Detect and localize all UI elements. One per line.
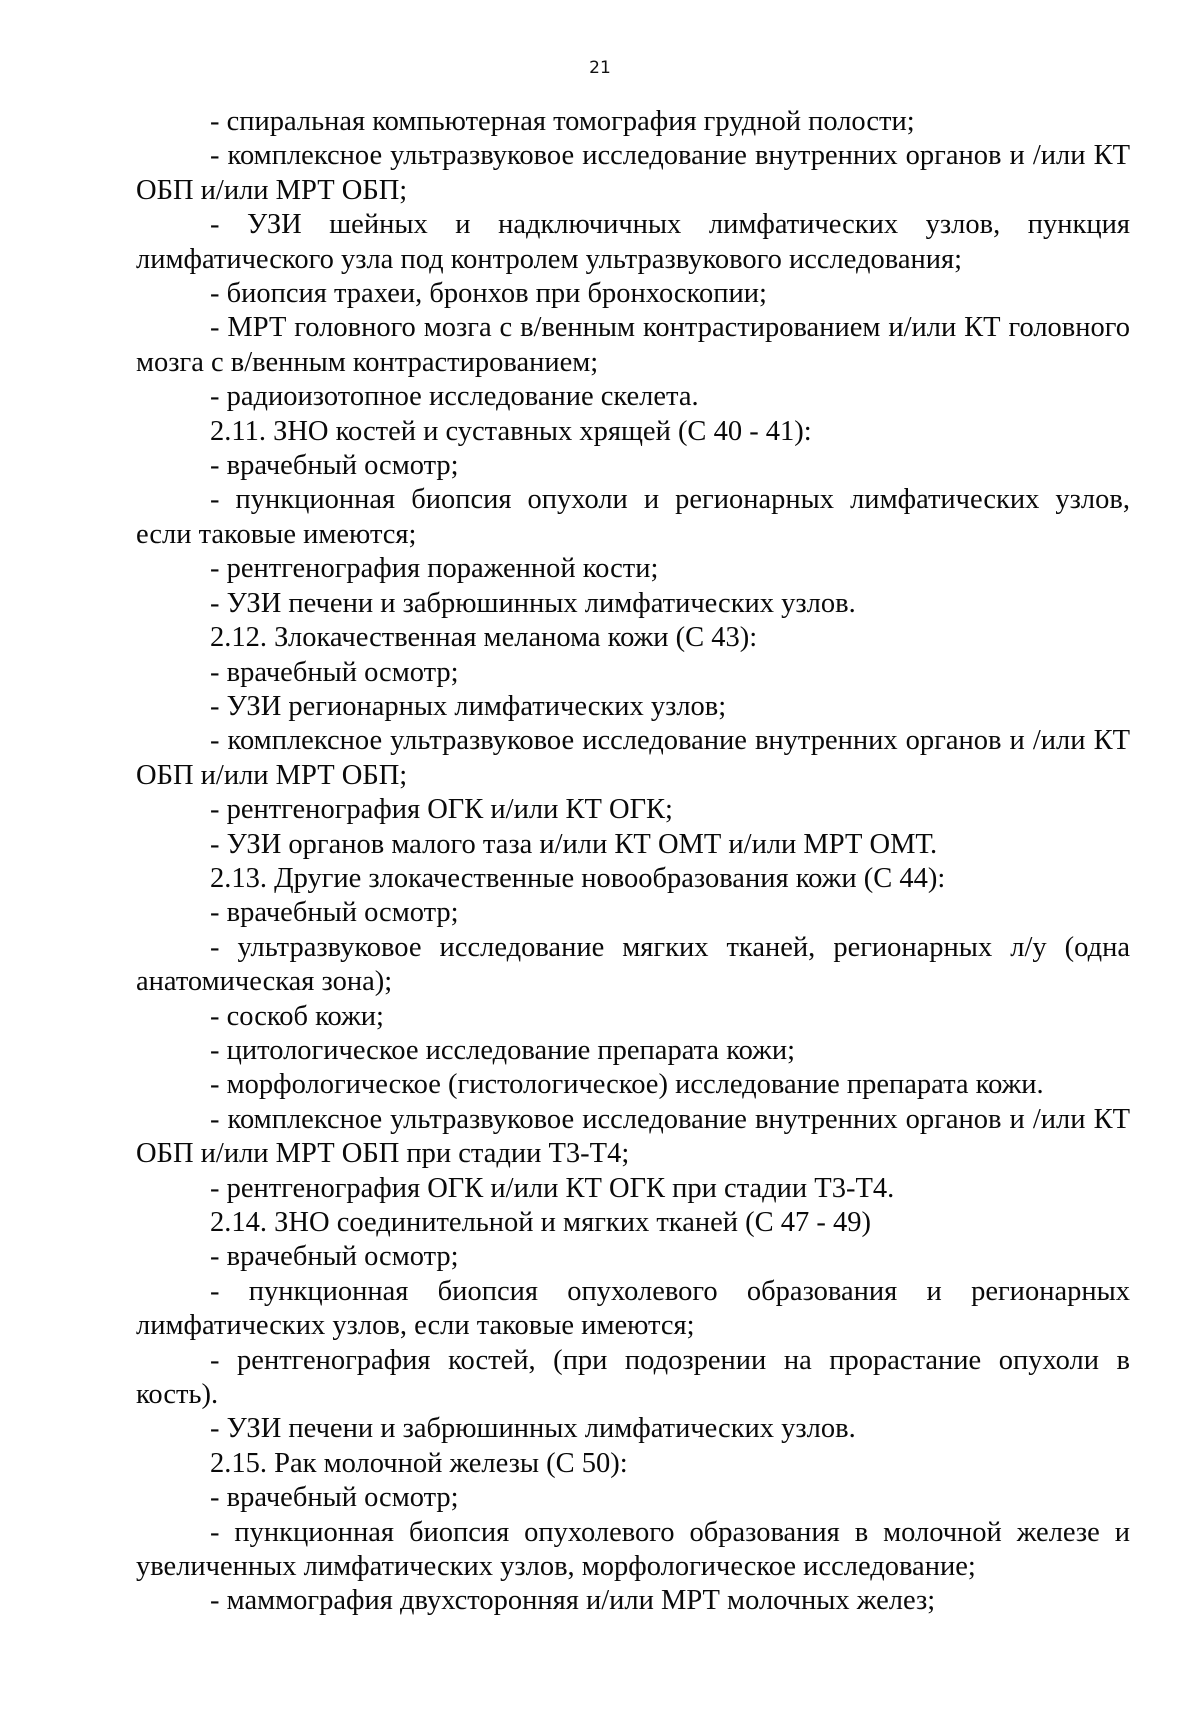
paragraph: - цитологическое исследование препарата кожи; <box>210 1034 796 1066</box>
paragraph: - рентгенография ОГК и/или КТ ОГК; <box>210 794 673 826</box>
paragraph: - комплексное ультразвуковое исследование внутренних органов и /или КТ ОБП и/или МРТ ОБП при стадии Т3-Т4; <box>136 1103 1130 1170</box>
paragraph: - биопсия трахеи, бронхов при бронхоскопии; <box>210 278 767 310</box>
paragraph: - радиоизотопное исследование скелета. <box>210 381 699 413</box>
paragraph: - рентгенография ОГК и/или КТ ОГК при стадии Т3-Т4. <box>210 1172 895 1204</box>
paragraph: - рентгенография пораженной кости; <box>210 553 659 585</box>
paragraph: - маммография двухсторонняя и/или МРТ молочных желез; <box>210 1585 936 1617</box>
section-heading: 2.14. ЗНО соединительной и мягких тканей (С 47 - 49) <box>210 1207 872 1238</box>
paragraph: - УЗИ органов малого таза и/или КТ ОМТ и/или МРТ ОМТ. <box>210 828 938 860</box>
section-heading: 2.13. Другие злокачественные новообразования кожи (С 44): <box>210 862 946 894</box>
paragraph: - морфологическое (гистологическое) исследование препарата кожи. <box>210 1069 1044 1101</box>
paragraph: - УЗИ печени и забрюшинных лимфатических узлов. <box>210 587 856 619</box>
page-number: 21 <box>589 58 611 78</box>
paragraph: - врачебный осмотр; <box>210 450 459 482</box>
paragraph: - пункционная биопсия опухолевого образования в молочной железе и увеличенных лимфатических узлов, морфологическое исследование; <box>136 1516 1130 1583</box>
paragraph: - ультразвуковое исследование мягких тканей, регионарных л/у (одна анатомическая зона); <box>136 931 1130 998</box>
paragraph: - врачебный осмотр; <box>210 897 459 929</box>
paragraph: - УЗИ печени и забрюшинных лимфатических узлов. <box>210 1413 856 1445</box>
paragraph: - пункционная биопсия опухолевого образования и регионарных лимфатических узлов, если таковые имеются; <box>136 1275 1130 1342</box>
paragraph: - комплексное ультразвуковое исследование внутренних органов и /или КТ ОБП и/или МРТ ОБП; <box>136 725 1130 791</box>
section-heading: 2.15. Рак молочной железы (С 50): <box>210 1447 628 1479</box>
paragraph: - спиральная компьютерная томография грудной полости; <box>210 106 915 137</box>
paragraph: - врачебный осмотр; <box>210 656 459 688</box>
paragraph: - пункционная биопсия опухоли и регионарных лимфатических узлов, если таковые имеются; <box>136 484 1130 550</box>
paragraph: - комплексное ультразвуковое исследование внутренних органов и /или КТ ОБП и/или МРТ ОБП; <box>136 140 1130 206</box>
paragraph: - врачебный осмотр; <box>210 1482 459 1514</box>
section-heading: 2.12. Злокачественная меланома кожи (С 43): <box>210 622 758 654</box>
section-heading: 2.11. ЗНО костей и суставных хрящей (С 40 - 41): <box>210 415 812 447</box>
paragraph: - рентгенография костей, (при подозрении на прорастание опухоли в кость). <box>136 1344 1130 1411</box>
paragraph: - соскоб кожи; <box>210 1000 384 1032</box>
paragraph: - врачебный осмотр; <box>210 1241 459 1273</box>
paragraph: - МРТ головного мозга с в/венным контрастированием и/или КТ головного мозга с в/венным контрастированием; <box>136 312 1130 378</box>
paragraph: - УЗИ шейных и надключичных лимфатических узлов, пункция лимфатического узла под контролем ультразвукового исследования; <box>136 209 1130 275</box>
paragraph: - УЗИ регионарных лимфатических узлов; <box>210 690 727 722</box>
document-body <box>136 105 1130 1619</box>
